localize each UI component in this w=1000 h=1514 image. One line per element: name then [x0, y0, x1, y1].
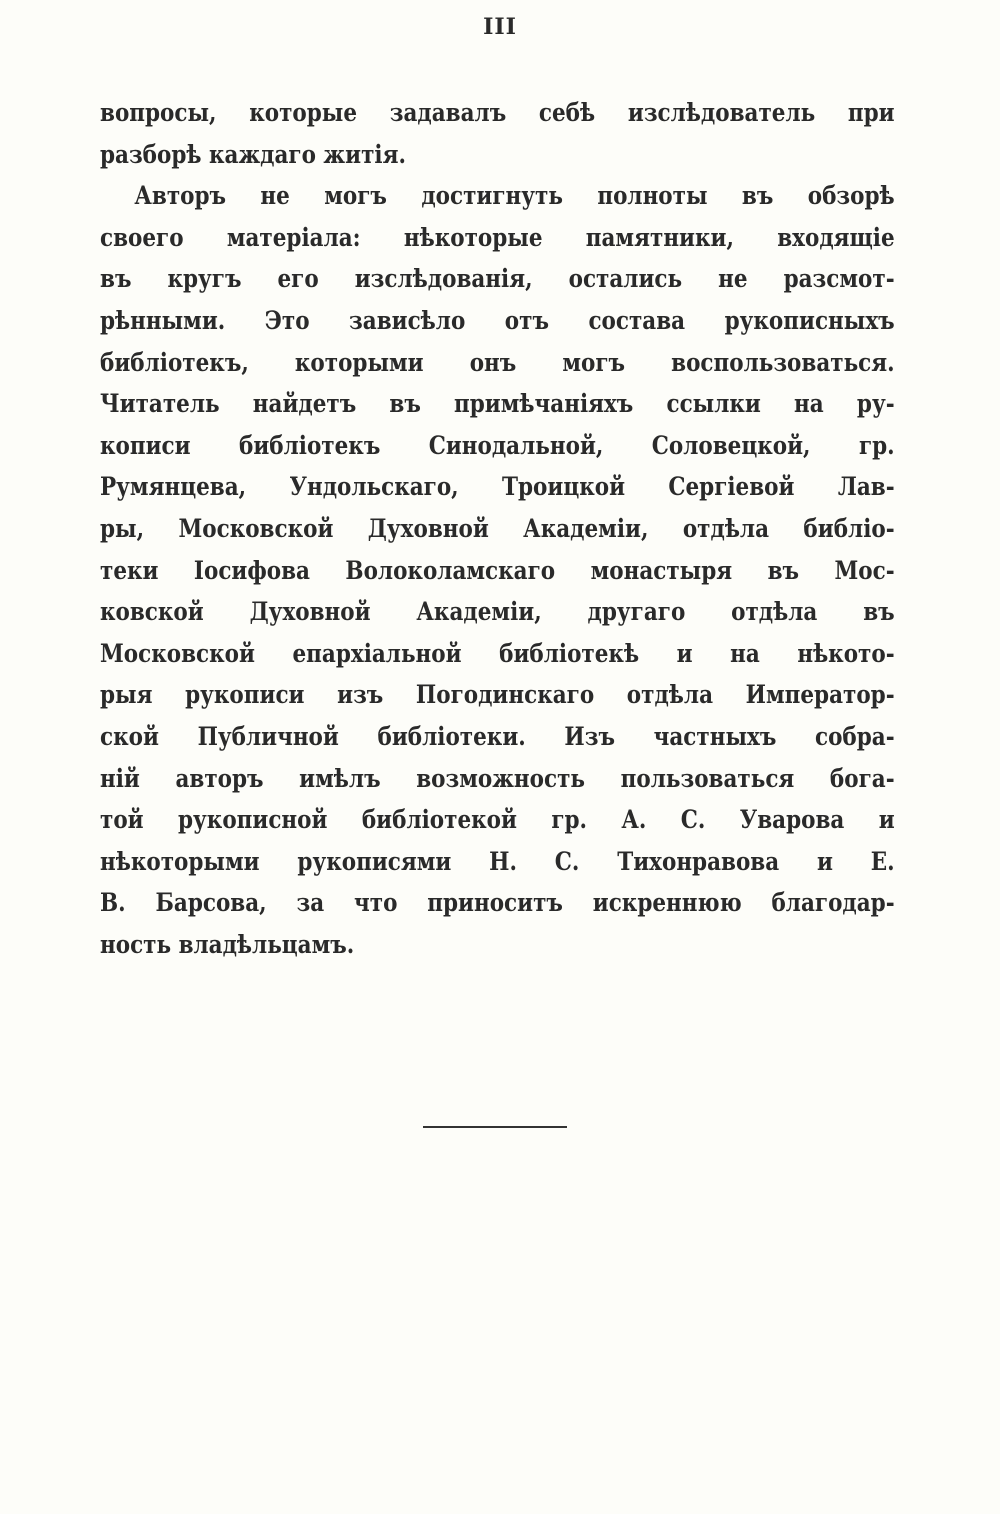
text-line: ры, Московской Духовной Академіи, отдѣла библіо- [100, 513, 895, 543]
text-line: теки Іосифова Волоколамскаго монастыря въ Мос- [100, 555, 895, 585]
text-line: кописи библіотекъ Синодальной, Соловецкой, гр. [100, 430, 895, 460]
text-line: ковской Духовной Академіи, другаго отдѣла въ [100, 597, 895, 627]
text-line: рѣнными. Это зависѣло отъ состава рукописныхъ [100, 305, 895, 335]
text-line: ній авторъ имѣлъ возможность пользоваться бога- [100, 763, 895, 793]
text-line: Авторъ не могъ достигнуть полноты въ обзорѣ [134, 181, 895, 211]
text-line: разборѣ каждаго житія. [100, 139, 406, 169]
text-line: Читатель найдетъ въ примѣчаніяхъ ссылки на ру- [100, 389, 895, 419]
body-text [100, 92, 895, 965]
text-line: библіотекъ, которыми онъ могъ воспользоваться. [100, 347, 895, 377]
text-line: той рукописной библіотекой гр. А. С. Уварова и [100, 805, 895, 835]
closing-rule [423, 1126, 567, 1128]
text-line: вопросы, которые задавалъ себѣ изслѣдователь при [100, 98, 895, 127]
text-line: ской Публичной библіотеки. Изъ частныхъ собра- [100, 721, 895, 751]
page-number: III [483, 14, 517, 40]
text-line: Московской епархіальной библіотекѣ и на нѣкото- [100, 638, 895, 668]
text-line: рыя рукописи изъ Погодинскаго отдѣла Император- [100, 680, 895, 710]
text-line: В. Барсова, за что приноситъ искреннюю благодар- [100, 888, 895, 918]
text-line: своего матеріала: нѣкоторые памятники, входящіе [100, 222, 895, 252]
text-line: Румянцева, Ундольскаго, Троицкой Сергіевой Лав- [100, 472, 895, 502]
text-line: нѣкоторыми рукописями Н. С. Тихонравова и Е. [100, 846, 895, 876]
text-line: ность владѣльцамъ. [100, 929, 355, 959]
text-line: въ кругъ его изслѣдованія, остались не разсмот- [100, 264, 895, 294]
